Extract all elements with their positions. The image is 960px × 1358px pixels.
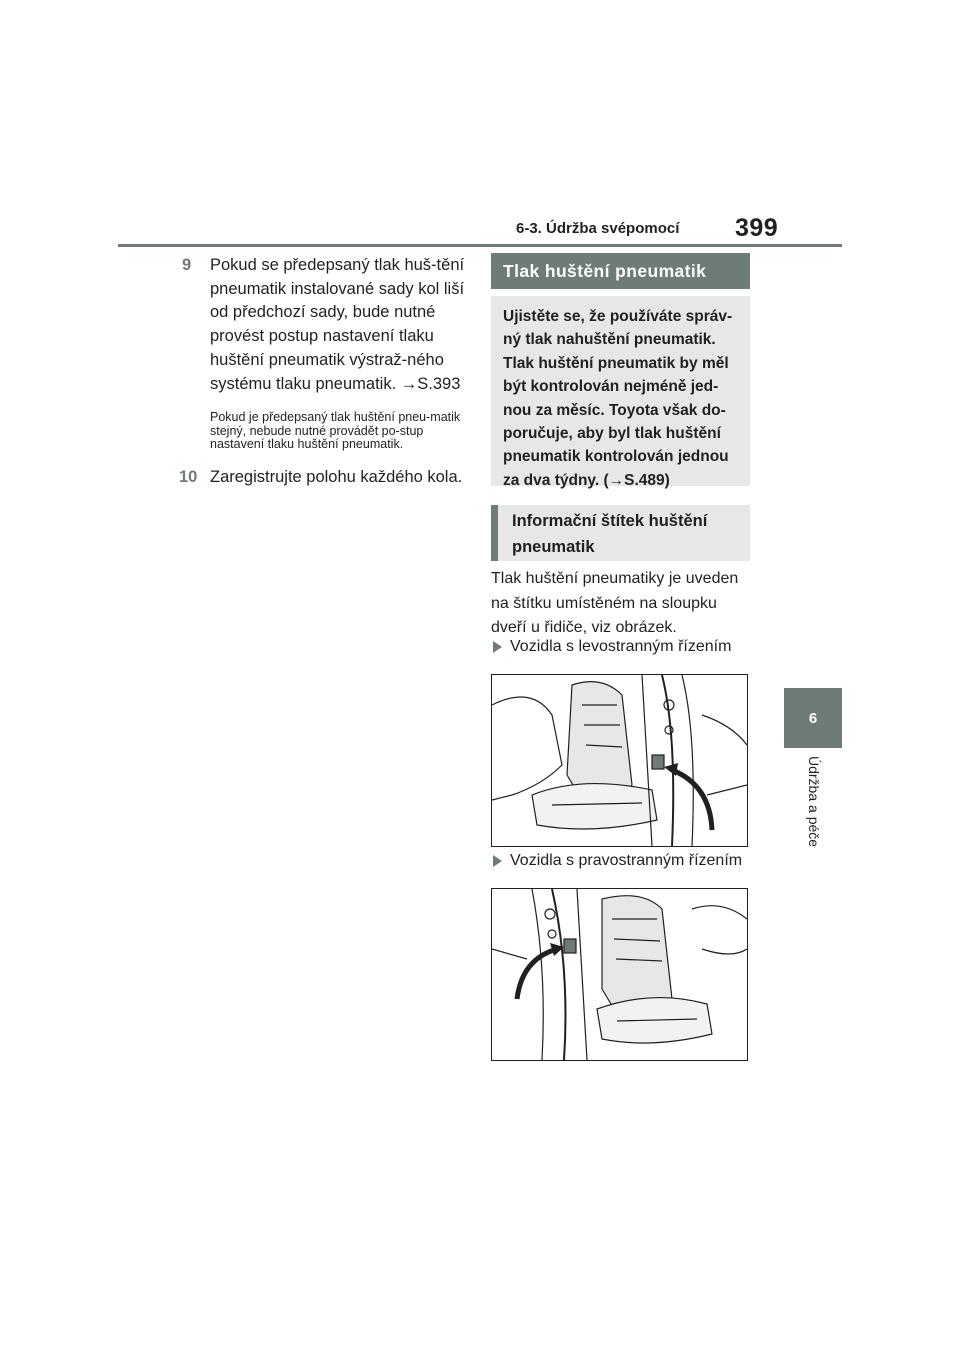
section-title-tire-pressure: Tlak huštění pneumatik (491, 253, 750, 289)
figure-rhd-door-pillar (491, 888, 748, 1061)
bullet-text: Vozidla s levostranným řízením (510, 638, 732, 655)
section-header: 6-3. Údržba svépomocí (516, 220, 680, 237)
bullet-triangle-icon (493, 641, 502, 653)
figure-lhd-door-pillar (491, 674, 748, 847)
step-number: 10 (179, 468, 198, 486)
car-seat-illustration-lhd (492, 675, 747, 846)
bullet-text: Vozidla s pravostranným řízením (510, 852, 743, 869)
callout-box: Ujistěte se, že používáte správ-ný tlak nahuštění pneumatik. Tlak huštění pneumatik by měl být kontrolován nejméně jed-nou za měsíc. Toyota však do-poručuje, aby byl tlak huštění pneumatik kontrolován jednou za dva týdny. (→S.489) (491, 296, 750, 486)
page-number: 399 (735, 214, 779, 242)
section-title-tire-label: Informační štítek huštění pneumatik (491, 505, 750, 561)
step-9 (182, 254, 472, 396)
body-text: Tlak huštění pneumatiky je uveden na štítku umístěném na sloupku dveří u řidiče, viz obrázek. (491, 570, 739, 636)
chapter-tab (784, 688, 842, 748)
chapter-label-text: Údržba a péče (806, 756, 822, 848)
header-rule (118, 244, 842, 247)
step-10 (179, 466, 472, 490)
chapter-label (802, 756, 824, 866)
step-text: Zaregistrujte polohu každého kola. (210, 468, 463, 486)
bullet-triangle-icon (493, 855, 502, 867)
chapter-number: 6 (808, 709, 818, 727)
step-text: Pokud se předepsaný tlak huš-tění pneumatik instalované sady kol liší od předchozí sady, bude nutné provést postup nastavení tlaku huštění pneumatik výstraž-ného systému tlaku pneumatik. →S.393 (210, 256, 465, 393)
car-seat-illustration-rhd (492, 889, 747, 1060)
step-number: 9 (182, 256, 192, 274)
note-text: Pokud je předepsaný tlak huštění pneu-matik stejný, nebude nutné provádět po-stup nastavení tlaku huštění pneumatik. (210, 410, 461, 452)
bullet-lhd (493, 638, 731, 656)
bullet-rhd (493, 852, 742, 870)
